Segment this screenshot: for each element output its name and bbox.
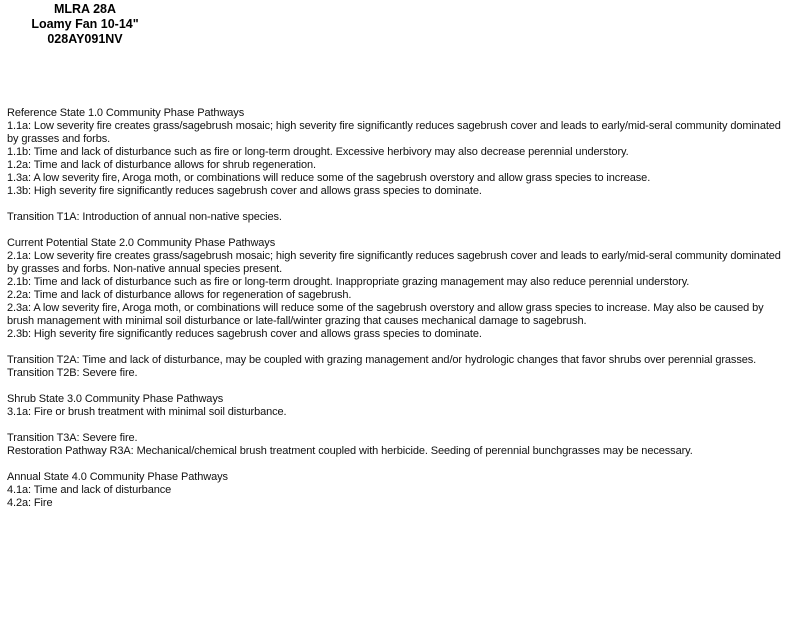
section-annual-state: [7, 471, 793, 510]
pathway-line: 2.1a: Low severity fire creates grass/sagebrush mosaic; high severity fire significantly reduces sagebrush cover and leads to early/mid-seral community dominated by grasses and forbs. Non-native annual species present.: [7, 250, 781, 275]
pathway-line: 2.2a: Time and lack of disturbance allows for regeneration of sagebrush.: [7, 289, 352, 301]
pathway-line: 1.2a: Time and lack of disturbance allows for shrub regeneration.: [7, 159, 317, 171]
pathway-line: 1.1a: Low severity fire creates grass/sagebrush mosaic; high severity fire significantly reduces sagebrush cover and leads to early/mid-seral community dominated by grasses and forbs.: [7, 120, 781, 145]
section-shrub-state: [7, 393, 793, 419]
pathway-line: 4.2a: Fire: [7, 497, 53, 509]
section-heading: Reference State 1.0 Community Phase Pathways: [7, 107, 245, 119]
restoration-line: Restoration Pathway R3A: Mechanical/chemical brush treatment coupled with herbicide. Seeding of perennial bunchgrasses may be necessary.: [7, 445, 693, 457]
section-transition-t3: [7, 432, 793, 458]
transition-line: Transition T2B: Severe fire.: [7, 367, 138, 379]
section-current-potential-state: [7, 237, 793, 341]
section-heading: Annual State 4.0 Community Phase Pathways: [7, 471, 228, 483]
section-heading: Current Potential State 2.0 Community Phase Pathways: [7, 237, 276, 249]
mlra-title: MLRA 28A: [53, 2, 117, 16]
pathway-line: 3.1a: Fire or brush treatment with minimal soil disturbance.: [7, 406, 287, 418]
section-transition-t2: [7, 354, 793, 380]
section-reference-state: [7, 107, 793, 198]
pathway-line: 1.1b: Time and lack of disturbance such as fire or long-term drought. Excessive herbivory may also decrease perennial understory.: [7, 146, 629, 158]
section-heading: Shrub State 3.0 Community Phase Pathways: [7, 393, 224, 405]
pathway-line: 1.3b: High severity fire significantly reduces sagebrush cover and allows grass species to dominate.: [7, 185, 482, 197]
document-header: [0, 2, 170, 47]
pathway-line: 4.1a: Time and lack of disturbance: [7, 484, 172, 496]
site-name: Loamy Fan 10-14": [31, 17, 139, 31]
pathway-line: 2.3b: High severity fire significantly reduces sagebrush cover and allows grass species to dominate.: [7, 328, 482, 340]
pathway-line: 1.3a: A low severity fire, Aroga moth, or combinations will reduce some of the sagebrush overstory and allow grass species to increase.: [7, 172, 651, 184]
pathway-line: 2.3a: A low severity fire, Aroga moth, or combinations will reduce some of the sagebrush overstory and allow grass species to increase. May also be caused by brush management with minimal soil disturbance or late-fall/winter grazing that causes mechanical damage to sagebrush.: [7, 302, 764, 327]
transition-line: Transition T1A: Introduction of annual non-native species.: [7, 211, 282, 223]
transition-line: Transition T2A: Time and lack of disturbance, may be coupled with grazing management and/or hydrologic changes that favor shrubs over perennial grasses.: [7, 354, 757, 366]
document-body: [7, 107, 793, 523]
pathway-line: 2.1b: Time and lack of disturbance such as fire or long-term drought. Inappropriate grazing management may also reduce perennial understory.: [7, 276, 690, 288]
transition-line: Transition T3A: Severe fire.: [7, 432, 138, 444]
site-id: 028AY091NV: [47, 32, 123, 46]
section-transition-t1a: [7, 211, 793, 224]
